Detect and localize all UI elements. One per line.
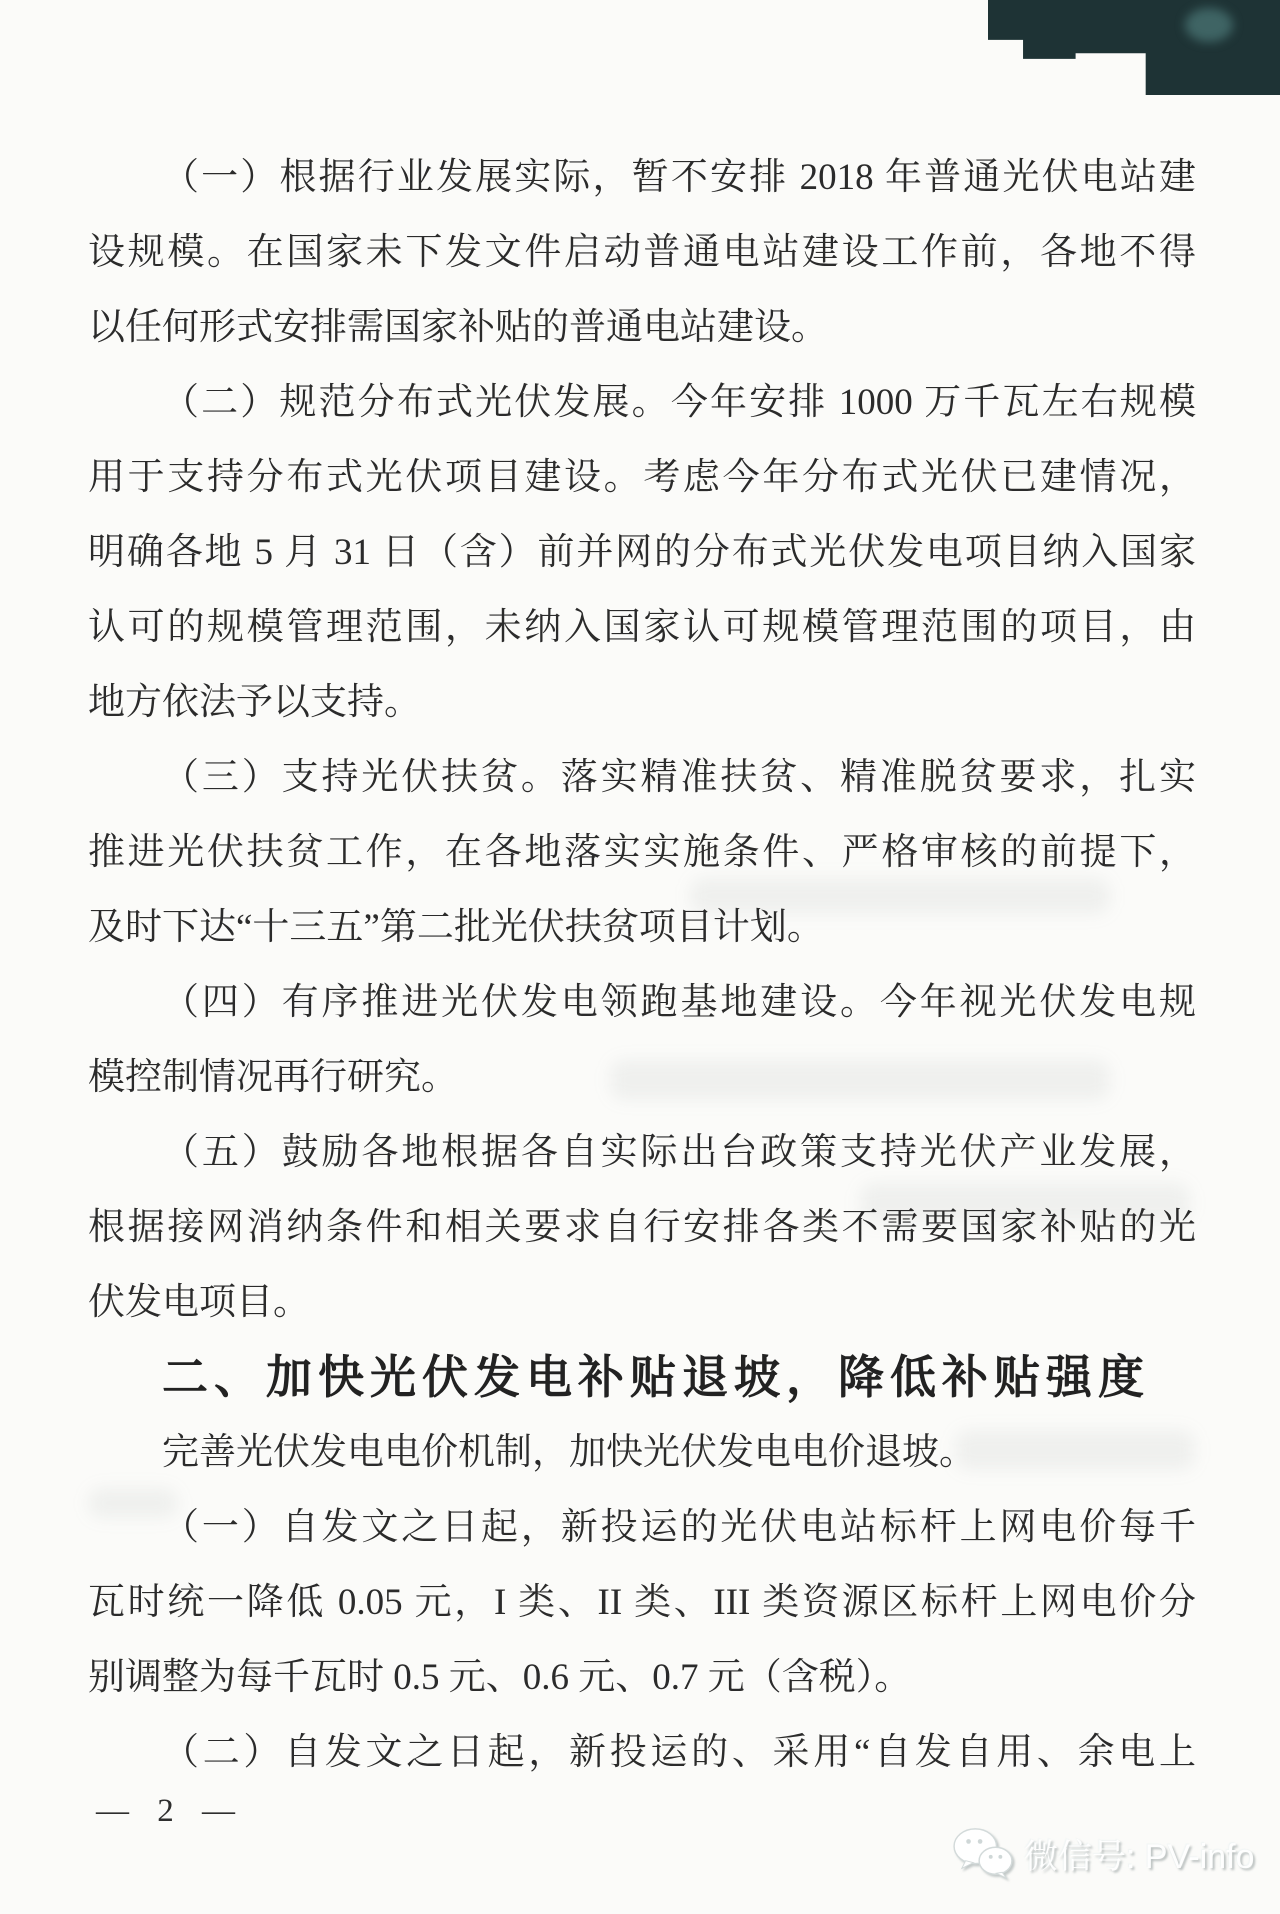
text-line: 设规模。在国家未下发文件启动普通电站建设工作前，各地不得 [88, 232, 1196, 273]
text-line: 根据接网消纳条件和相关要求自行安排各类不需要国家补贴的光 [88, 1207, 1196, 1248]
watermark [952, 1826, 1255, 1880]
document-body [88, 140, 1196, 1790]
text-line: 瓦时统一降低 0.05 元，I 类、II 类、III 类资源区标杆上网电价分 [88, 1582, 1196, 1623]
text-line: （四）有序推进光伏发电领跑基地建设。今年视光伏发电规 [162, 982, 1196, 1023]
text-line: 模控制情况再行研究。 [88, 1057, 458, 1098]
text-line: （一）自发文之日起，新投运的光伏电站标杆上网电价每千 [162, 1507, 1196, 1548]
text-line: （三）支持光伏扶贫。落实精准扶贫、精准脱贫要求，扎实 [162, 757, 1196, 798]
scan-corner-artifact [988, 0, 1280, 95]
text-line: 完善光伏发电电价机制，加快光伏发电电价退坡。 [162, 1432, 976, 1473]
text-line: 认可的规模管理范围，未纳入国家认可规模管理范围的项目，由 [88, 607, 1196, 648]
text-line: 推进光伏扶贫工作，在各地落实实施条件、严格审核的前提下， [88, 832, 1196, 873]
text-line: （五）鼓励各地根据各自实际出台政策支持光伏产业发展， [162, 1132, 1196, 1173]
page-number: — 2 — [96, 1793, 245, 1829]
scan-corner-glint [1185, 8, 1233, 42]
text-line: 伏发电项目。 [88, 1282, 310, 1323]
section-heading: 二、加快光伏发电补贴退坡，降低补贴强度 [162, 1351, 1150, 1403]
text-line: （一）根据行业发展实际，暂不安排 2018 年普通光伏电站建 [162, 157, 1196, 198]
text-line: （二）规范分布式光伏发展。今年安排 1000 万千瓦左右规模 [162, 382, 1196, 423]
text-line: （二）自发文之日起，新投运的、采用“自发自用、余电上 [162, 1732, 1196, 1773]
text-line: 用于支持分布式光伏项目建设。考虑今年分布式光伏已建情况， [88, 457, 1196, 498]
wechat-icon [952, 1826, 1014, 1880]
text-line: 地方依法予以支持。 [88, 682, 421, 723]
text-line: 别调整为每千瓦时 0.5 元、0.6 元、0.7 元（含税）。 [88, 1657, 912, 1698]
watermark-label: 微信号: PV-info [1024, 1837, 1255, 1876]
text-line: 以任何形式安排需国家补贴的普通电站建设。 [88, 307, 828, 348]
text-line: 及时下达“十三五”第二批光伏扶贫项目计划。 [88, 907, 824, 948]
text-line: 明确各地 5 月 31 日（含）前并网的分布式光伏发电项目纳入国家 [88, 532, 1196, 573]
